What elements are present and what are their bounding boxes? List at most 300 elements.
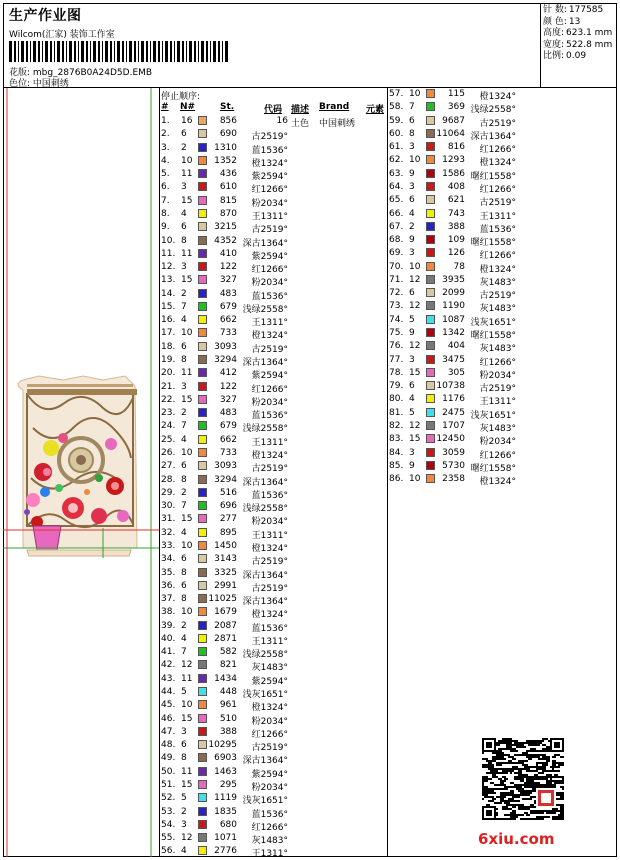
qr-module: [500, 788, 502, 790]
row-code: 紫2594°: [251, 769, 288, 780]
qr-module: [514, 762, 516, 764]
row-code: 浅灰1651°: [470, 317, 516, 328]
table-row: [389, 474, 615, 487]
qr-module: [532, 796, 534, 798]
qr-module: [530, 818, 532, 820]
qr-module: [524, 774, 526, 776]
qr-module: [530, 750, 532, 752]
embroidery-preview-image: [3, 88, 159, 857]
qr-module: [560, 764, 562, 766]
qr-module: [492, 782, 494, 784]
row-code: 古2519°: [479, 384, 516, 395]
qr-module: [538, 772, 540, 774]
qr-module: [490, 772, 492, 774]
qr-module: [510, 814, 512, 816]
row-code: 浅绿2558°: [242, 650, 288, 661]
row-needle: 10: [409, 261, 421, 272]
table-row: [161, 700, 387, 713]
row-code: 粉2034°: [479, 437, 516, 448]
row-needle: 2: [181, 620, 187, 631]
row-index: 75.: [389, 328, 404, 339]
col-st-header: St.: [220, 102, 235, 112]
qr-module: [512, 748, 514, 750]
qr-module: [486, 772, 488, 774]
qr-module: [526, 768, 528, 770]
row-index: 7.: [161, 195, 170, 206]
qr-module: [554, 754, 556, 756]
qr-module: [490, 792, 492, 794]
row-code: 蓝1536°: [251, 623, 288, 634]
qr-module: [520, 760, 522, 762]
qr-module: [522, 764, 524, 766]
row-index: 37.: [161, 594, 176, 605]
qr-module: [482, 790, 484, 792]
qr-module: [482, 798, 484, 800]
row-code: 红1266°: [251, 822, 288, 833]
qr-module: [534, 788, 536, 790]
qr-module: [516, 816, 518, 818]
qr-module: [486, 776, 488, 778]
qr-module: [518, 762, 520, 764]
qr-module: [556, 792, 558, 794]
row-stitches: 277: [219, 514, 237, 525]
qr-module: [544, 764, 546, 766]
qr-module: [528, 744, 530, 746]
qr-module: [494, 770, 496, 772]
qr-module: [546, 782, 548, 784]
row-needle: 9: [409, 235, 415, 246]
qr-module: [534, 784, 536, 786]
row-index: 79.: [389, 381, 404, 392]
barcode-bar: [78, 41, 79, 62]
table-row: [161, 382, 387, 395]
qr-module: [500, 796, 502, 798]
qr-module: [486, 790, 488, 792]
qr-module: [542, 766, 544, 768]
qr-module: [552, 764, 554, 766]
qr-module: [504, 786, 506, 788]
row-code: 粉2034°: [479, 370, 516, 381]
stop-sequence-label: 停止顺序:: [161, 92, 201, 102]
qr-module: [510, 786, 512, 788]
qr-module: [524, 798, 526, 800]
barcode-bar: [162, 41, 163, 62]
row-code: 曙红1558°: [470, 238, 516, 249]
row-code: 橙1324°: [479, 92, 516, 102]
row-needle: 3: [181, 262, 187, 273]
qr-module: [518, 814, 520, 816]
qr-module: [502, 788, 504, 790]
table-row: [389, 155, 615, 168]
qr-module: [526, 780, 528, 782]
qr-module: [488, 796, 490, 798]
qr-module: [500, 750, 502, 752]
qr-module: [498, 788, 500, 790]
qr-module: [512, 798, 514, 800]
qr-module: [482, 778, 484, 780]
row-needle: 10: [181, 328, 193, 339]
qr-module: [486, 796, 488, 798]
row-stitches: 412: [219, 368, 237, 379]
qr-module: [554, 812, 556, 814]
qr-module: [522, 780, 524, 782]
qr-module: [514, 786, 516, 788]
qr-module: [532, 812, 534, 814]
barcode-bar: [9, 41, 12, 62]
qr-module: [550, 784, 552, 786]
qr-module: [520, 746, 522, 748]
qr-module: [518, 788, 520, 790]
qr-module: [544, 770, 546, 772]
row-stitches: 856: [219, 116, 237, 126]
row-index: 83.: [389, 434, 404, 445]
qr-module: [514, 776, 516, 778]
qr-module: [534, 790, 536, 792]
table-row: [161, 581, 387, 594]
row-stitches: 3294: [214, 355, 237, 366]
qr-module: [502, 776, 504, 778]
row-index: 38.: [161, 607, 176, 618]
qr-module: [546, 786, 548, 788]
qr-module: [530, 766, 532, 768]
qr-module: [500, 802, 502, 804]
qr-module: [542, 810, 544, 812]
qr-module: [518, 744, 520, 746]
qr-module: [556, 774, 558, 776]
qr-module: [528, 792, 530, 794]
qr-module: [482, 792, 484, 794]
qr-module: [546, 750, 548, 752]
qr-module: [540, 816, 542, 818]
row-stitches: 610: [219, 182, 237, 193]
qr-module: [482, 786, 484, 788]
qr-module: [540, 750, 542, 752]
barcode-bar: [21, 41, 24, 62]
qr-module: [540, 742, 542, 744]
qr-module: [514, 758, 516, 760]
row-index: 29.: [161, 487, 176, 498]
qr-module: [510, 750, 512, 752]
qr-module: [560, 762, 562, 764]
row-stitches: 388: [447, 221, 465, 232]
qr-module: [498, 756, 500, 758]
row-code: 红1266°: [251, 265, 288, 276]
qr-module: [538, 756, 540, 758]
qr-module: [510, 744, 512, 746]
qr-module: [516, 754, 518, 756]
barcode-bar: [86, 41, 88, 62]
qr-module: [502, 806, 504, 808]
qr-module: [538, 776, 540, 778]
row-needle: 8: [181, 567, 187, 578]
qr-module: [486, 788, 488, 790]
row-index: 57.: [389, 89, 404, 99]
qr-module: [554, 766, 556, 768]
qr-module: [560, 816, 562, 818]
qr-module: [542, 772, 544, 774]
qr-module: [510, 812, 512, 814]
row-stitches: 2991: [214, 580, 237, 591]
qr-module: [536, 812, 538, 814]
qr-module: [498, 802, 500, 804]
qr-module: [554, 782, 556, 784]
qr-module: [538, 816, 540, 818]
qr-module: [530, 754, 532, 756]
row-needle: 2: [181, 142, 187, 153]
table-row: [161, 315, 387, 328]
qr-module: [488, 788, 490, 790]
row-index: 46.: [161, 713, 176, 724]
qr-module: [482, 776, 484, 778]
row-index: 81.: [389, 407, 404, 418]
qr-module: [508, 814, 510, 816]
row-index: 47.: [161, 726, 176, 737]
table-row: [161, 767, 387, 780]
stat-label: 颜 色:: [543, 16, 567, 27]
row-stitches: 10738: [436, 381, 465, 392]
row-stitches: 9687: [442, 115, 465, 126]
qr-module: [492, 798, 494, 800]
qr-module: [500, 800, 502, 802]
qr-module: [510, 818, 512, 820]
qr-module: [498, 762, 500, 764]
qr-module: [538, 754, 540, 756]
row-code: 粉2034°: [251, 517, 288, 528]
qr-module: [552, 810, 554, 812]
qr-module: [524, 742, 526, 744]
qr-module: [548, 810, 550, 812]
row-index: 21.: [161, 381, 176, 392]
qr-module: [530, 810, 532, 812]
qr-module: [530, 786, 532, 788]
row-stitches: 1679: [214, 607, 237, 618]
qr-module: [484, 776, 486, 778]
row-stitches: 2358: [442, 474, 465, 485]
qr-module: [528, 790, 530, 792]
qr-module: [522, 754, 524, 756]
qr-module: [542, 764, 544, 766]
qr-module: [562, 788, 564, 790]
qr-module: [526, 766, 528, 768]
qr-module: [530, 770, 532, 772]
row-stitches: 1434: [214, 673, 237, 684]
col-code-header: 代码: [264, 105, 283, 115]
qr-module: [494, 784, 496, 786]
row-code: 灰1483°: [479, 344, 516, 355]
qr-module: [516, 814, 518, 816]
row-index: 67.: [389, 221, 404, 232]
qr-module: [502, 792, 504, 794]
row-index: 53.: [161, 806, 176, 817]
stat-value: 13: [568, 16, 581, 27]
qr-module: [550, 776, 552, 778]
table-row: [161, 289, 387, 302]
row-stitches: 5730: [442, 460, 465, 471]
col-n-header: N#: [180, 102, 196, 112]
qr-module: [536, 784, 538, 786]
qr-module: [558, 776, 560, 778]
row-needle: 6: [409, 195, 415, 206]
qr-module: [550, 766, 552, 768]
qr-module: [540, 818, 542, 820]
qr-module: [538, 818, 540, 820]
qr-module: [514, 812, 516, 814]
qr-module: [506, 802, 508, 804]
barcode-bar: [18, 41, 19, 62]
qr-module: [510, 756, 512, 758]
row-code: 紫2594°: [251, 172, 288, 183]
qr-module: [498, 768, 500, 770]
qr-module: [508, 802, 510, 804]
qr-module: [560, 812, 562, 814]
qr-module: [504, 738, 506, 740]
col-num-header: #: [161, 102, 169, 112]
qr-module: [558, 782, 560, 784]
qr-module: [548, 776, 550, 778]
qr-module: [500, 784, 502, 786]
row-index: 13.: [161, 275, 176, 286]
qr-module: [562, 814, 564, 816]
qr-module: [528, 784, 530, 786]
row-code: 灰1483°: [479, 424, 516, 434]
qr-module: [524, 818, 526, 820]
qr-module: [522, 744, 524, 746]
qr-module: [494, 756, 496, 758]
qr-module: [516, 800, 518, 802]
qr-module: [510, 794, 512, 796]
barcode-bar: [26, 41, 28, 62]
qr-module: [562, 764, 564, 766]
qr-module: [562, 756, 564, 758]
qr-module: [514, 816, 516, 818]
qr-module: [502, 742, 504, 744]
qr-module: [526, 776, 528, 778]
qr-module: [554, 816, 556, 818]
qr-module: [490, 766, 492, 768]
row-index: 28.: [161, 474, 176, 485]
qr-module: [528, 766, 530, 768]
qr-module: [502, 794, 504, 796]
qr-module: [518, 774, 520, 776]
qr-module: [562, 794, 564, 796]
qr-module: [550, 770, 552, 772]
qr-module: [562, 808, 564, 810]
qr-module: [486, 760, 488, 762]
row-code: 红1266°: [251, 729, 288, 740]
row-code: 16: [276, 116, 288, 126]
qr-module: [516, 762, 518, 764]
qr-module: [534, 750, 536, 752]
qr-module: [518, 776, 520, 778]
qr-module: [516, 766, 518, 768]
qr-module: [496, 784, 498, 786]
qr-module: [504, 784, 506, 786]
table-row: [161, 249, 387, 262]
qr-module: [526, 782, 528, 784]
barcode-bar: [198, 41, 199, 62]
qr-module: [488, 766, 490, 768]
qr-module: [546, 746, 548, 748]
qr-module: [512, 770, 514, 772]
qr-module: [548, 774, 550, 776]
qr-module: [556, 808, 558, 810]
row-code: 古2519°: [251, 583, 288, 594]
row-needle: 4: [181, 208, 187, 219]
table-row: [161, 501, 387, 514]
row-needle: 15: [409, 367, 421, 378]
barcode-bar: [57, 41, 60, 62]
qr-module: [560, 808, 562, 810]
barcode-bar: [33, 41, 36, 62]
qr-module: [482, 782, 484, 784]
qr-module: [498, 796, 500, 798]
qr-module: [524, 746, 526, 748]
qr-module: [540, 772, 542, 774]
qr-module: [504, 806, 506, 808]
qr-module: [508, 754, 510, 756]
row-index: 34.: [161, 554, 176, 565]
row-code: 紫2594°: [251, 371, 288, 382]
row-index: 51.: [161, 780, 176, 790]
qr-module: [524, 806, 526, 808]
qr-module: [500, 752, 502, 754]
qr-module: [510, 738, 512, 740]
row-needle: 3: [181, 381, 187, 392]
row-needle: 6: [181, 461, 187, 472]
qr-module: [486, 810, 492, 816]
qr-module: [560, 786, 562, 788]
qr-module: [518, 806, 520, 808]
table-row: [389, 448, 615, 461]
qr-module: [534, 796, 536, 798]
qr-module: [508, 794, 510, 796]
row-code: 红1266°: [251, 384, 288, 395]
qr-module: [536, 754, 538, 756]
qr-module: [550, 812, 552, 814]
qr-module: [554, 776, 556, 778]
qr-module: [508, 760, 510, 762]
row-index: 77.: [389, 354, 404, 365]
row-needle: 6: [409, 381, 415, 392]
qr-module: [548, 750, 550, 752]
qr-module: [522, 742, 524, 744]
qr-module: [522, 790, 524, 792]
qr-module: [528, 782, 530, 784]
qr-module: [554, 742, 560, 748]
row-stitches: 78: [453, 261, 465, 272]
qr-module: [562, 778, 564, 780]
qr-module: [526, 778, 528, 780]
qr-module: [504, 788, 506, 790]
qr-module: [560, 798, 562, 800]
qr-module: [502, 796, 504, 798]
row-needle: 11: [181, 368, 193, 379]
qr-module: [506, 778, 508, 780]
table-row: [161, 302, 387, 315]
row-index: 18.: [161, 341, 176, 352]
table-row: [389, 301, 615, 314]
qr-module: [502, 738, 504, 740]
row-code: 王1311°: [251, 849, 288, 860]
qr-module: [536, 810, 538, 812]
qr-module: [514, 800, 516, 802]
row-index: 10.: [161, 235, 176, 246]
barcode-bar: [174, 41, 175, 62]
qr-module: [548, 812, 550, 814]
row-needle: 7: [181, 301, 187, 312]
row-index: 50.: [161, 766, 176, 777]
qr-module: [496, 772, 498, 774]
